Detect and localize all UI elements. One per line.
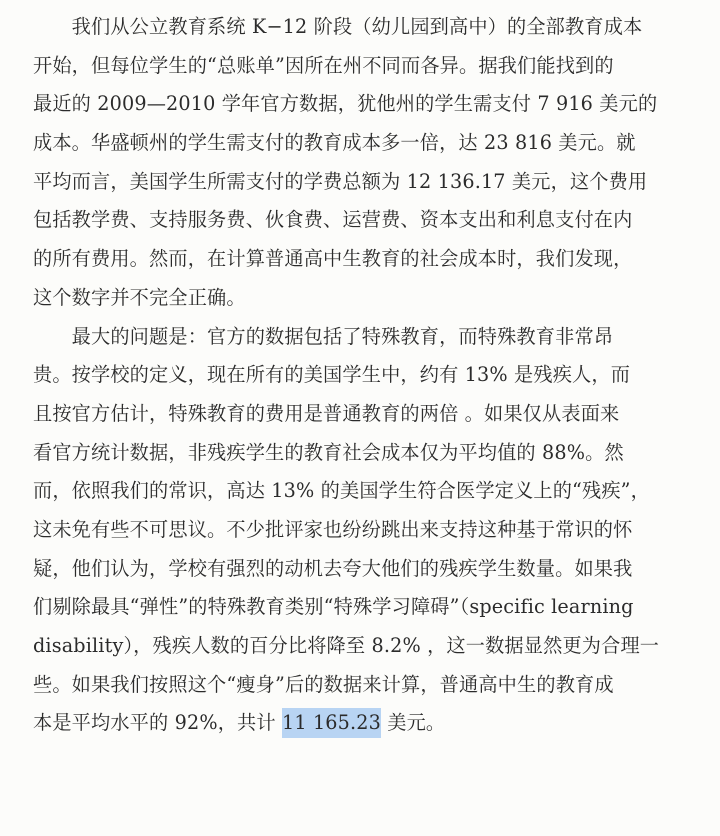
text-line: disability），残疾人数的百分比将降至 8.2% ，这一数据显然更为合理一 [33,634,660,657]
text-line: 疑，他们认为，学校有强烈的动机去夸大他们的残疾学生数量。如果我 [33,556,633,580]
document-text [33,8,693,743]
text-line: 而，依照我们的常识，高达 13% 的美国学生符合医学定义上的“残疾”， [33,479,650,503]
text-line: 且按官方估计，特殊教育的费用是普通教育的两倍 。如果仅从表面来 [33,401,620,425]
text-line: 成本。华盛顿州的学生需支付的教育成本多一倍，达 23 816 美元。就 [33,131,636,155]
text-line: 这未免有些不可思议。不少批评家也纷纷跳出来支持这种基于常识的怀 [33,517,633,541]
text-line: 看官方统计数据，非残疾学生的教育社会成本仅为平均值的 88%。然 [33,440,624,464]
text-line: 些。如果我们按照这个“瘦身”后的数据来计算，普通高中生的教育成 [33,672,614,696]
text-line: 我们从公立教育系统 K−12 阶段（幼儿园到高中）的全部教育成本 [33,15,643,38]
last-line-text: 本是平均水平的 92%，共计 [33,711,282,735]
text-line: 最近的 2009—2010 学年官方数据，犹他州的学生需支付 7 916 美元的 [33,92,658,116]
selected-text-highlight[interactable]: 11 165.23 [282,708,381,738]
text-line-last [33,704,693,743]
text-line: 们剔除最具“弹性”的特殊教育类别“特殊学习障碍”（specific learning [33,595,634,619]
text-line: 的所有费用。然而，在计算普通高中生教育的社会成本时，我们发现， [33,247,633,271]
text-line: 包括教学费、支持服务费、伙食费、运营费、资本支出和利息支付在内 [33,208,633,232]
paragraph-2 [33,318,693,744]
text-line: 平均而言，美国学生所需支付的学费总额为 12 136.17 美元，这个费用 [33,169,648,193]
last-line-end-text: 美元。 [381,711,446,735]
text-line: 最大的问题是：官方的数据包括了特殊教育，而特殊教育非常昂 [33,324,614,348]
text-line: 贵。按学校的定义，现在所有的美国学生中，约有 13% 是残疾人，而 [33,363,631,387]
text-line: 开始，但每位学生的“总账单”因所在州不同而各异。据我们能找到的 [33,53,614,77]
paragraph-1 [33,8,693,318]
text-line: 这个数字并不完全正确。 [33,285,246,309]
